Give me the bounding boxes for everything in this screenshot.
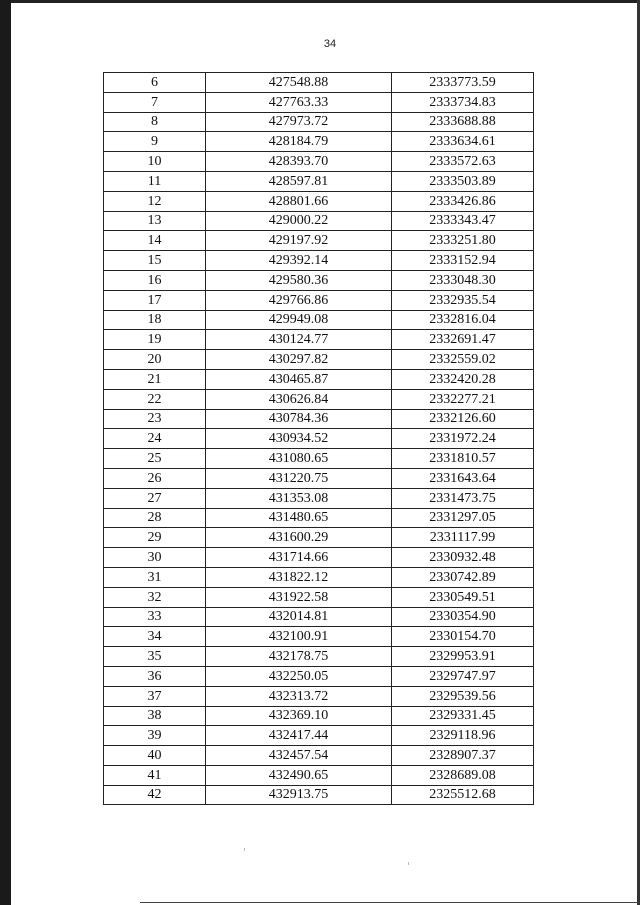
point-number-cell: 7	[104, 92, 206, 112]
y-coordinate-cell: 2331643.64	[392, 468, 534, 488]
x-coordinate-cell: 432100.91	[206, 627, 392, 647]
table-row	[104, 765, 534, 785]
y-coordinate-cell: 2325512.68	[392, 785, 534, 805]
x-coordinate-cell: 432490.65	[206, 765, 392, 785]
table-row	[104, 647, 534, 667]
table-row	[104, 627, 534, 647]
x-coordinate-cell: 427763.33	[206, 92, 392, 112]
y-coordinate-cell: 2332420.28	[392, 369, 534, 389]
table-row	[104, 270, 534, 290]
y-coordinate-cell: 2333503.89	[392, 171, 534, 191]
point-number-cell: 29	[104, 528, 206, 548]
point-number-cell: 36	[104, 666, 206, 686]
y-coordinate-cell: 2328907.37	[392, 746, 534, 766]
point-number-cell: 25	[104, 449, 206, 469]
table-row	[104, 409, 534, 429]
x-coordinate-cell: 429766.86	[206, 290, 392, 310]
point-number-cell: 31	[104, 567, 206, 587]
point-number-cell: 14	[104, 231, 206, 251]
coordinate-table-body	[104, 73, 534, 805]
x-coordinate-cell: 430465.87	[206, 369, 392, 389]
y-coordinate-cell: 2330742.89	[392, 567, 534, 587]
y-coordinate-cell: 2333688.88	[392, 112, 534, 132]
x-coordinate-cell: 428393.70	[206, 152, 392, 172]
x-coordinate-cell: 429580.36	[206, 270, 392, 290]
table-row	[104, 171, 534, 191]
point-number-cell: 13	[104, 211, 206, 231]
point-number-cell: 24	[104, 429, 206, 449]
y-coordinate-cell: 2329747.97	[392, 666, 534, 686]
x-coordinate-cell: 431922.58	[206, 587, 392, 607]
point-number-cell: 26	[104, 468, 206, 488]
point-number-cell: 42	[104, 785, 206, 805]
y-coordinate-cell: 2329539.56	[392, 686, 534, 706]
table-row	[104, 429, 534, 449]
point-number-cell: 33	[104, 607, 206, 627]
point-number-cell: 10	[104, 152, 206, 172]
x-coordinate-cell: 431822.12	[206, 567, 392, 587]
point-number-cell: 6	[104, 73, 206, 93]
table-row	[104, 548, 534, 568]
x-coordinate-cell: 430934.52	[206, 429, 392, 449]
point-number-cell: 12	[104, 191, 206, 211]
scan-left-edge	[0, 0, 11, 905]
x-coordinate-cell: 430626.84	[206, 389, 392, 409]
x-coordinate-cell: 429197.92	[206, 231, 392, 251]
x-coordinate-cell: 431353.08	[206, 488, 392, 508]
table-row	[104, 587, 534, 607]
y-coordinate-cell: 2333773.59	[392, 73, 534, 93]
table-row	[104, 132, 534, 152]
y-coordinate-cell: 2333343.47	[392, 211, 534, 231]
y-coordinate-cell: 2330354.90	[392, 607, 534, 627]
point-number-cell: 38	[104, 706, 206, 726]
x-coordinate-cell: 432178.75	[206, 647, 392, 667]
point-number-cell: 18	[104, 310, 206, 330]
y-coordinate-cell: 2333152.94	[392, 251, 534, 271]
table-row	[104, 785, 534, 805]
table-row	[104, 251, 534, 271]
x-coordinate-cell: 431600.29	[206, 528, 392, 548]
coordinate-table	[103, 72, 534, 805]
table-row	[104, 211, 534, 231]
table-row	[104, 488, 534, 508]
x-coordinate-cell: 430784.36	[206, 409, 392, 429]
point-number-cell: 41	[104, 765, 206, 785]
x-coordinate-cell: 432457.54	[206, 746, 392, 766]
table-row	[104, 666, 534, 686]
x-coordinate-cell: 427548.88	[206, 73, 392, 93]
table-row	[104, 686, 534, 706]
y-coordinate-cell: 2330154.70	[392, 627, 534, 647]
x-coordinate-cell: 428801.66	[206, 191, 392, 211]
table-row	[104, 567, 534, 587]
y-coordinate-cell: 2333572.63	[392, 152, 534, 172]
x-coordinate-cell: 432417.44	[206, 726, 392, 746]
scan-bottom-edge	[140, 902, 640, 903]
point-number-cell: 16	[104, 270, 206, 290]
x-coordinate-cell: 429949.08	[206, 310, 392, 330]
scan-speck	[408, 862, 409, 865]
y-coordinate-cell: 2333426.86	[392, 191, 534, 211]
table-row	[104, 73, 534, 93]
y-coordinate-cell: 2332559.02	[392, 350, 534, 370]
table-row	[104, 726, 534, 746]
point-number-cell: 34	[104, 627, 206, 647]
table-row	[104, 191, 534, 211]
y-coordinate-cell: 2332935.54	[392, 290, 534, 310]
x-coordinate-cell: 431480.65	[206, 508, 392, 528]
point-number-cell: 15	[104, 251, 206, 271]
y-coordinate-cell: 2329331.45	[392, 706, 534, 726]
y-coordinate-cell: 2331810.57	[392, 449, 534, 469]
y-coordinate-cell: 2331117.99	[392, 528, 534, 548]
y-coordinate-cell: 2332691.47	[392, 330, 534, 350]
y-coordinate-cell: 2331297.05	[392, 508, 534, 528]
x-coordinate-cell: 427973.72	[206, 112, 392, 132]
x-coordinate-cell: 429000.22	[206, 211, 392, 231]
x-coordinate-cell: 432313.72	[206, 686, 392, 706]
table-row	[104, 528, 534, 548]
y-coordinate-cell: 2333048.30	[392, 270, 534, 290]
x-coordinate-cell: 432369.10	[206, 706, 392, 726]
table-row	[104, 231, 534, 251]
x-coordinate-cell: 431080.65	[206, 449, 392, 469]
y-coordinate-cell: 2333251.80	[392, 231, 534, 251]
x-coordinate-cell: 428184.79	[206, 132, 392, 152]
y-coordinate-cell: 2332277.21	[392, 389, 534, 409]
point-number-cell: 19	[104, 330, 206, 350]
x-coordinate-cell: 430124.77	[206, 330, 392, 350]
table-row	[104, 290, 534, 310]
y-coordinate-cell: 2332816.04	[392, 310, 534, 330]
table-row	[104, 449, 534, 469]
point-number-cell: 11	[104, 171, 206, 191]
point-number-cell: 27	[104, 488, 206, 508]
point-number-cell: 32	[104, 587, 206, 607]
y-coordinate-cell: 2333734.83	[392, 92, 534, 112]
table-row	[104, 112, 534, 132]
y-coordinate-cell: 2332126.60	[392, 409, 534, 429]
table-row	[104, 389, 534, 409]
table-row	[104, 330, 534, 350]
y-coordinate-cell: 2329118.96	[392, 726, 534, 746]
table-row	[104, 508, 534, 528]
y-coordinate-cell: 2328689.08	[392, 765, 534, 785]
point-number-cell: 9	[104, 132, 206, 152]
y-coordinate-cell: 2331972.24	[392, 429, 534, 449]
point-number-cell: 21	[104, 369, 206, 389]
x-coordinate-cell: 432250.05	[206, 666, 392, 686]
table-row	[104, 468, 534, 488]
scan-speck	[244, 848, 245, 851]
table-row	[104, 152, 534, 172]
table-row	[104, 92, 534, 112]
table-row	[104, 746, 534, 766]
table-row	[104, 706, 534, 726]
point-number-cell: 20	[104, 350, 206, 370]
x-coordinate-cell: 430297.82	[206, 350, 392, 370]
point-number-cell: 23	[104, 409, 206, 429]
point-number-cell: 28	[104, 508, 206, 528]
point-number-cell: 35	[104, 647, 206, 667]
point-number-cell: 22	[104, 389, 206, 409]
scan-top-edge	[0, 0, 640, 3]
page-number: 34	[323, 38, 337, 50]
table-row	[104, 369, 534, 389]
x-coordinate-cell: 429392.14	[206, 251, 392, 271]
y-coordinate-cell: 2330549.51	[392, 587, 534, 607]
table-row	[104, 607, 534, 627]
table-row	[104, 350, 534, 370]
x-coordinate-cell: 431714.66	[206, 548, 392, 568]
x-coordinate-cell: 432014.81	[206, 607, 392, 627]
x-coordinate-cell: 428597.81	[206, 171, 392, 191]
x-coordinate-cell: 431220.75	[206, 468, 392, 488]
point-number-cell: 30	[104, 548, 206, 568]
table-row	[104, 310, 534, 330]
y-coordinate-cell: 2329953.91	[392, 647, 534, 667]
y-coordinate-cell: 2330932.48	[392, 548, 534, 568]
point-number-cell: 40	[104, 746, 206, 766]
point-number-cell: 17	[104, 290, 206, 310]
y-coordinate-cell: 2331473.75	[392, 488, 534, 508]
y-coordinate-cell: 2333634.61	[392, 132, 534, 152]
x-coordinate-cell: 432913.75	[206, 785, 392, 805]
point-number-cell: 8	[104, 112, 206, 132]
point-number-cell: 39	[104, 726, 206, 746]
point-number-cell: 37	[104, 686, 206, 706]
